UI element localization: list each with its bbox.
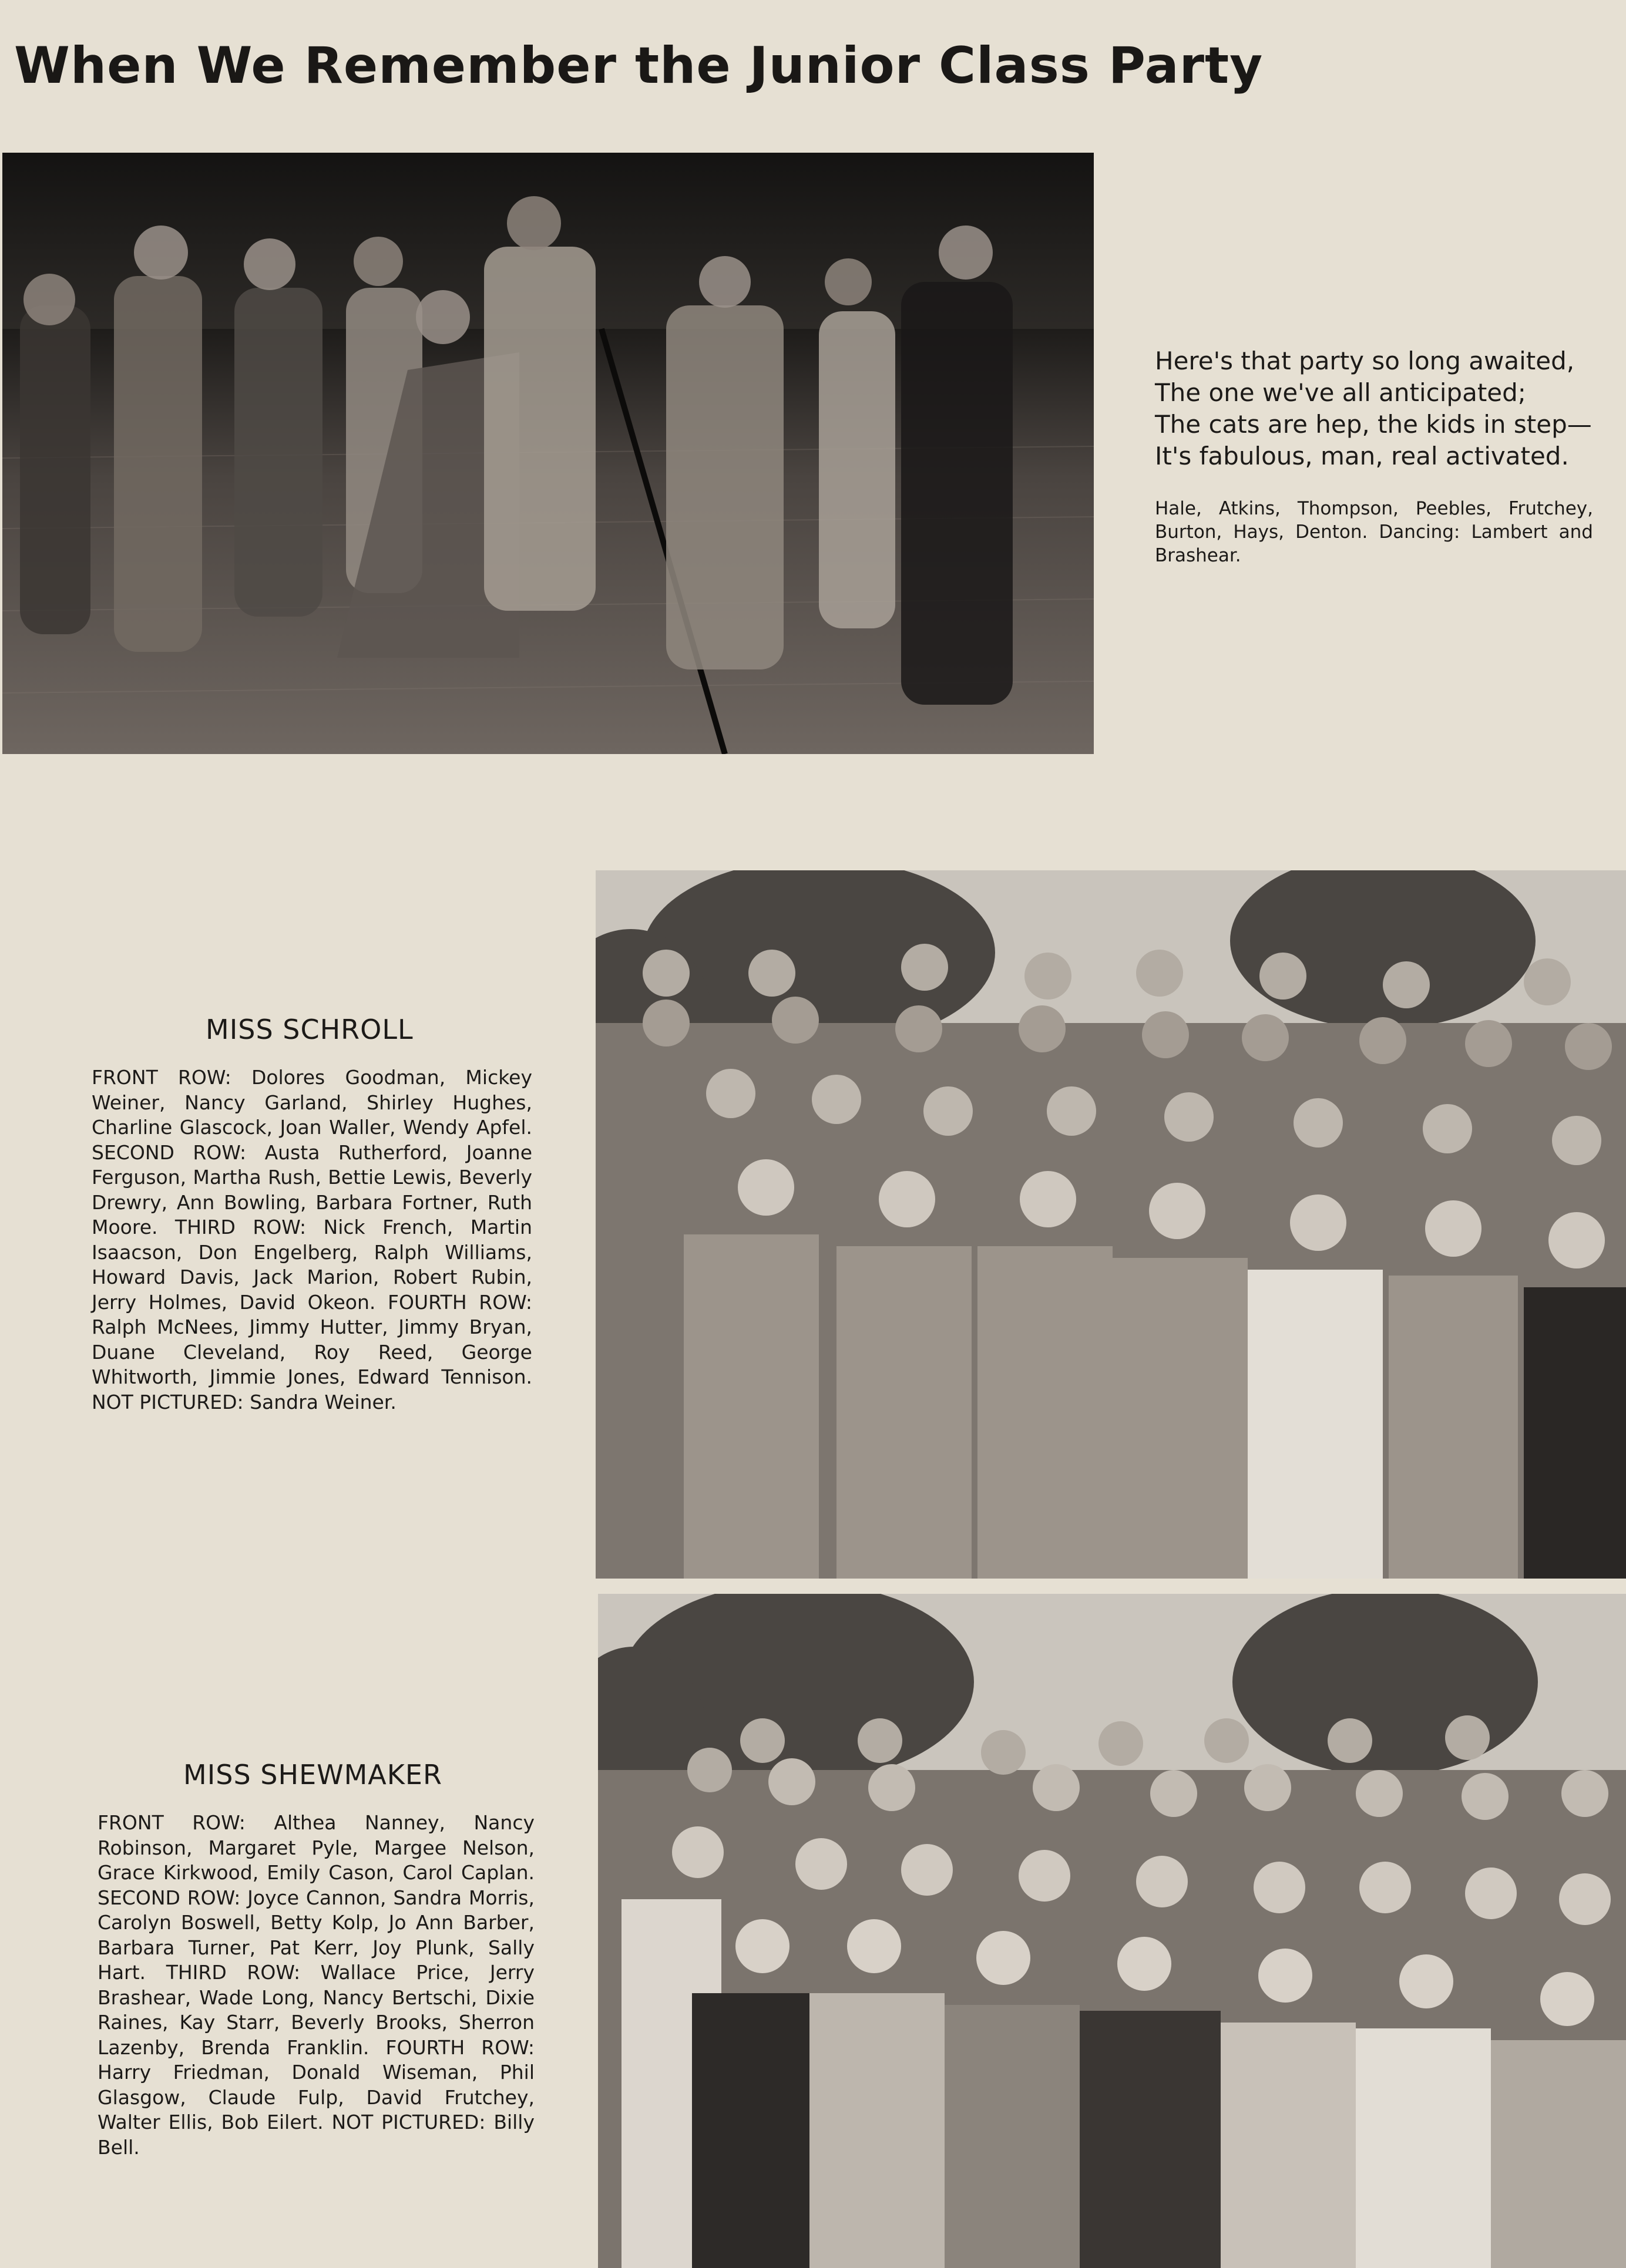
poem-line: Here's that party so long awaited, [1155,346,1575,375]
schroll-roster: FRONT ROW: Dolores Goodman, Mickey Weiner, Nancy Garland, Shirley Hughes, Charline Glascock, Joan Waller, Wendy Apfel. SECOND ROW: Austa Rutherford, Joanne Ferguson, Martha Rush, Bettie Lewis, Beverly Drewry, Ann Bowling, Barbara Fortner, Ruth Moore. THIRD ROW: Nick French, Martin Isaacson, Don Engelberg, Ralph Williams, Howard Davis, Jack Marion, Robert Rubin, Jerry Holmes, David Okeon. FOURTH ROW: Ralph McNees, Jimmy Hutter, Jimmy Bryan, Duane Cleveland, Roy Reed, George Whitworth, Jimmie Jones, Edward Tennison. NOT PICTURED: Sandra Weiner. [92,1066,532,1414]
shewmaker-roster: FRONT ROW: Althea Nanney, Nancy Robinson, Margaret Pyle, Margee Nelson, Grace Kirkwood, Emily Cason, Carol Caplan. SECOND ROW: Joyce Cannon, Sandra Morris, Carolyn Boswell, Betty Kolp, Jo Ann Barber, Barbara Turner, Pat Kerr, Joy Plunk, Sally Hart. THIRD ROW: Wallace Price, Jerry Brashear, Wade Long, Nancy Bertschi, Dixie Raines, Kay Starr, Beverly Brooks, Sherron Lazenby, Brenda Franklin. FOURTH ROW: Harry Friedman, Donald Wiseman, Phil Glasgow, Claude Fulp, David Frutchey, Walter Ellis, Bob Eilert. NOT PICTURED: Billy Bell. [98,1811,535,2159]
dancing-couples-photo [2,153,1094,754]
schroll-class-title: MISS SCHROLL [206,1014,414,1045]
group-photo-icon [598,1594,1626,2268]
page-title: When We Remember the Junior Class Party [14,36,1264,95]
shewmaker-class-photo [598,1594,1626,2268]
party-caption: Hale, Atkins, Thompson, Peebles, Frutchey, Burton, Hays, Denton. Dancing: Lambert and Brashear. [1155,498,1593,566]
poem-line: It's fabulous, man, real activated. [1155,442,1569,470]
group-photo-icon [596,870,1626,1579]
party-poem [1155,345,1601,472]
poem-line: The cats are hep, the kids in step— [1155,410,1592,439]
poem-line: The one we've all anticipated; [1155,378,1526,407]
schroll-class-photo [596,870,1626,1579]
party-photo [2,153,1094,754]
shewmaker-class-title: MISS SHEWMAKER [183,1759,442,1791]
